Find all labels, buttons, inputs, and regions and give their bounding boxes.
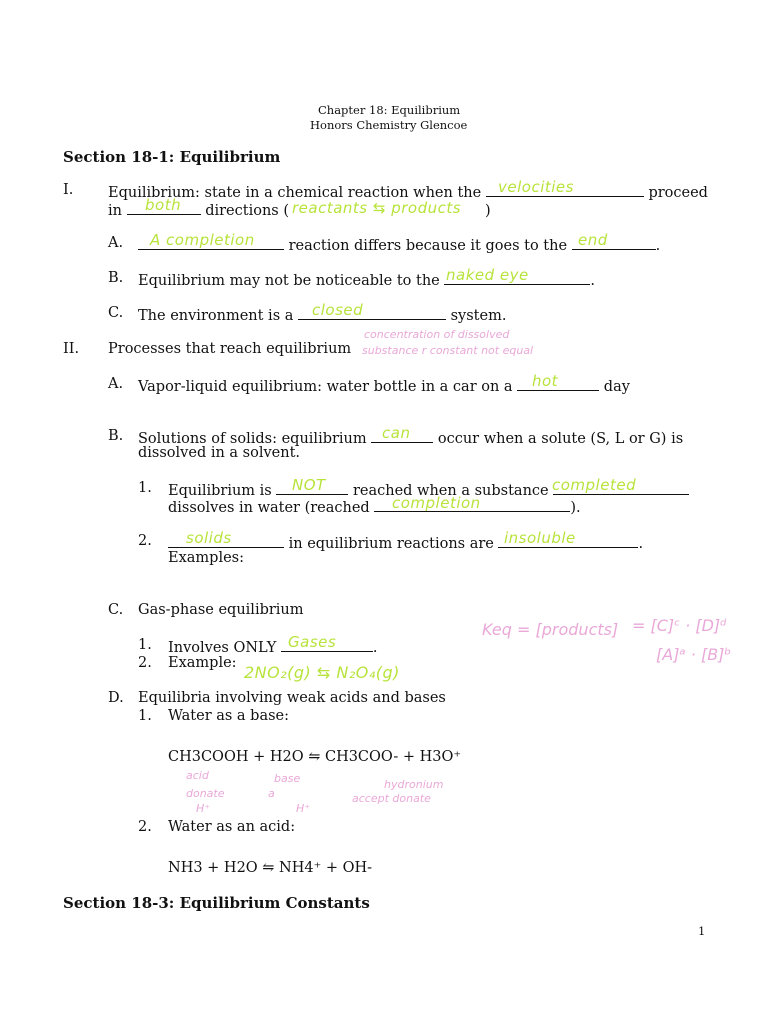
item-text: Example: xyxy=(168,655,237,671)
item-text: Examples: xyxy=(168,550,244,566)
handwritten-equation: 2NO₂(g) ⇆ N₂O₄(g) xyxy=(244,663,400,682)
handwritten-note: concentration of dissolved xyxy=(364,328,510,341)
handwritten-answer: end xyxy=(578,231,608,249)
item-number: 1. xyxy=(138,480,152,496)
handwritten-note: Keq = [products] xyxy=(482,620,619,639)
handwritten-answer: insoluble xyxy=(504,529,576,547)
handwritten-answer: solids xyxy=(186,529,232,547)
item-text: Processes that reach equilibrium xyxy=(108,341,352,357)
item-letter: B. xyxy=(108,428,124,444)
handwritten-answer: both xyxy=(145,196,182,214)
handwritten-answer: completion xyxy=(392,494,481,512)
handwritten-note: hydronium xyxy=(384,778,444,791)
item-text: reaction differs because it goes to the . xyxy=(138,235,660,254)
item-number: 1. xyxy=(138,637,152,653)
item-letter: A. xyxy=(108,376,124,392)
answer-blank xyxy=(517,376,599,391)
handwritten-answer: completed xyxy=(552,476,637,494)
outline-numeral: II. xyxy=(63,341,80,357)
handwritten-note: a xyxy=(268,787,275,800)
handwritten-answer: NOT xyxy=(292,476,326,494)
handwritten-note: accept donate xyxy=(352,792,431,805)
handwritten-note: base xyxy=(274,772,301,785)
handwritten-note: = [C]ᶜ · [D]ᵈ xyxy=(632,616,727,635)
handwritten-note: [A]ᵃ · [B]ᵇ xyxy=(656,645,732,664)
item-letter: A. xyxy=(108,235,124,251)
item-text: Vapor-liquid equilibrium: water bottle in a car on a day xyxy=(138,376,630,395)
item-text: Equilibrium: state in a chemical reaction when the proceed xyxy=(108,182,708,201)
item-text: in equilibrium reactions are . xyxy=(168,533,643,552)
item-text: in directions ( ) xyxy=(108,200,491,219)
item-letter: C. xyxy=(108,305,124,321)
outline-numeral: I. xyxy=(63,182,74,198)
handwritten-answer: Gases xyxy=(288,633,337,651)
handwritten-answer: reactants ⇆ products xyxy=(292,199,462,217)
item-text: Involves ONLY . xyxy=(168,637,378,656)
page-number: 1 xyxy=(698,924,706,938)
handwritten-note: substance r constant not equal xyxy=(362,344,534,357)
handwritten-answer: velocities xyxy=(498,178,574,196)
handwritten-answer: hot xyxy=(532,372,559,390)
item-number: 2. xyxy=(138,819,152,835)
item-text: Equilibrium may not be noticeable to the . xyxy=(138,270,595,289)
item-text: The environment is a system. xyxy=(138,305,506,324)
item-letter: C. xyxy=(108,602,124,618)
handwritten-answer: A completion xyxy=(150,231,255,249)
handwritten-note: H⁺ xyxy=(196,802,211,815)
item-number: 1. xyxy=(138,708,152,724)
course-title: Honors Chemistry Glencoe xyxy=(310,118,468,132)
item-text: Solutions of solids: equilibrium occur when a solute (S, L or G) is xyxy=(138,428,683,447)
chemical-equation: CH3COOH + H2O ⇋ CH3COO- + H3O⁺ xyxy=(168,749,462,765)
handwritten-answer: naked eye xyxy=(446,266,529,284)
item-letter: D. xyxy=(108,690,124,706)
item-number: 2. xyxy=(138,533,152,549)
item-number: 2. xyxy=(138,655,152,671)
handwritten-answer: can xyxy=(382,424,411,442)
handwritten-note: acid xyxy=(186,769,209,782)
chemical-equation: NH3 + H2O ⇋ NH4⁺ + OH- xyxy=(168,860,373,876)
item-text: dissolves in water (reached ). xyxy=(168,497,581,516)
item-text: Water as a base: xyxy=(168,708,290,724)
section-heading: Section 18-1: Equilibrium xyxy=(63,148,281,166)
item-text: Equilibria involving weak acids and bases xyxy=(138,690,446,706)
chapter-title: Chapter 18: Equilibrium xyxy=(318,103,461,117)
item-text: Gas-phase equilibrium xyxy=(138,602,304,618)
item-letter: B. xyxy=(108,270,124,286)
item-text: Equilibrium is reached when a substance xyxy=(168,480,689,499)
handwritten-note: donate xyxy=(186,787,225,800)
item-text: dissolved in a solvent. xyxy=(138,445,301,461)
handwritten-answer: closed xyxy=(312,301,364,319)
handwritten-note: H⁺ xyxy=(296,802,311,815)
item-text: Water as an acid: xyxy=(168,819,296,835)
section-heading: Section 18-3: Equilibrium Constants xyxy=(63,894,370,912)
